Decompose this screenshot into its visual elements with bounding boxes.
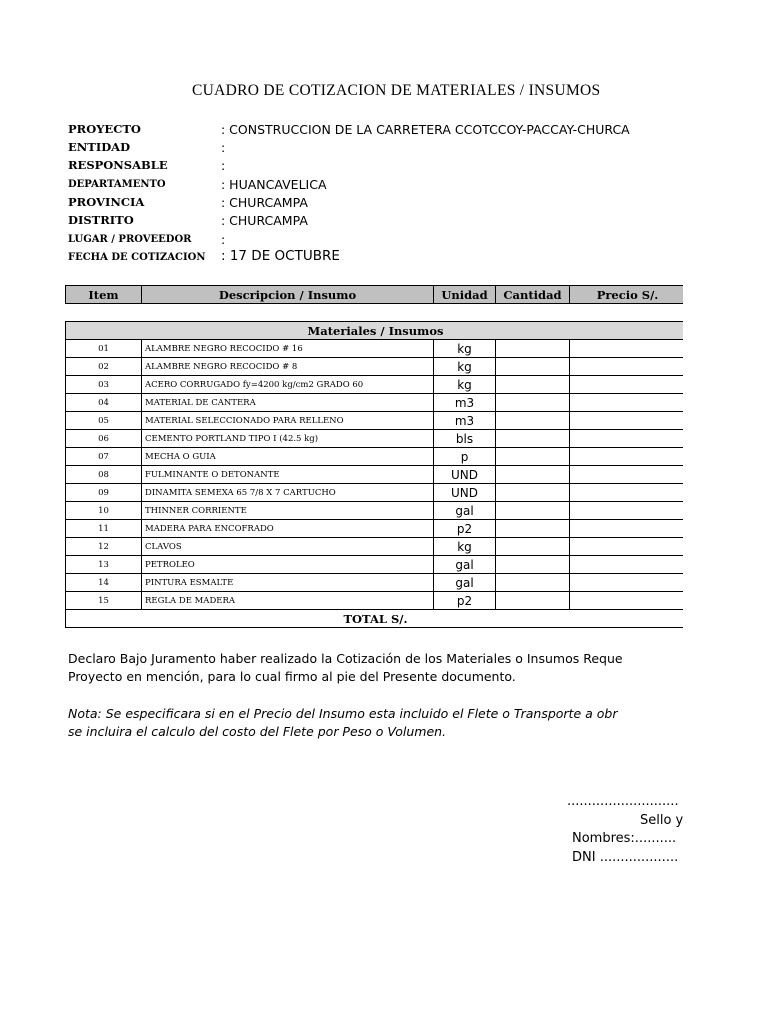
item-price-cell[interactable] xyxy=(570,520,684,538)
table-row xyxy=(66,376,684,394)
item-price-cell[interactable] xyxy=(570,556,684,574)
item-number: 14 xyxy=(66,574,142,592)
item-price-cell[interactable] xyxy=(570,376,684,394)
meta-label: LUGAR / PROVEEDOR xyxy=(68,234,192,245)
item-description: PINTURA ESMALTE xyxy=(142,574,434,592)
meta-value: : xyxy=(221,158,226,173)
table-row xyxy=(66,538,684,556)
table-row xyxy=(66,502,684,520)
table-row xyxy=(66,394,684,412)
col-header-description: Descripcion / Insumo xyxy=(142,286,434,304)
materials-table xyxy=(65,321,683,628)
item-description: PETROLEO xyxy=(142,556,434,574)
item-unit: UND xyxy=(434,466,496,484)
item-number: 10 xyxy=(66,502,142,520)
meta-label: DEPARTAMENTO xyxy=(68,179,166,190)
signature-seal-label: Sello y xyxy=(640,813,683,828)
declaration-line-1: Declaro Bajo Juramento haber realizado la Cotización de los Materiales o Insumos Reque xyxy=(68,651,623,666)
item-number: 09 xyxy=(66,484,142,502)
meta-label: DISTRITO xyxy=(68,213,134,227)
item-quantity-cell[interactable] xyxy=(496,358,570,376)
meta-label: RESPONSABLE xyxy=(68,158,168,172)
item-price-cell[interactable] xyxy=(570,574,684,592)
item-quantity-cell[interactable] xyxy=(496,430,570,448)
item-quantity-cell[interactable] xyxy=(496,484,570,502)
item-number: 08 xyxy=(66,466,142,484)
item-description: ALAMBRE NEGRO RECOCIDO # 16 xyxy=(142,340,434,358)
section-title: Materiales / Insumos xyxy=(66,322,684,340)
item-quantity-cell[interactable] xyxy=(496,520,570,538)
signature-line: ........................... xyxy=(567,794,679,809)
item-number: 12 xyxy=(66,538,142,556)
total-row xyxy=(66,610,684,628)
item-unit: gal xyxy=(434,556,496,574)
item-number: 04 xyxy=(66,394,142,412)
item-price-cell[interactable] xyxy=(570,340,684,358)
meta-value: : CHURCAMPA xyxy=(221,213,308,228)
item-description: FULMINANTE O DETONANTE xyxy=(142,466,434,484)
item-description: ACERO CORRUGADO fy=4200 kg/cm2 GRADO 60 xyxy=(142,376,434,394)
item-price-cell[interactable] xyxy=(570,502,684,520)
item-number: 02 xyxy=(66,358,142,376)
meta-label: FECHA DE COTIZACION xyxy=(68,252,206,263)
item-quantity-cell[interactable] xyxy=(496,538,570,556)
table-row xyxy=(66,574,684,592)
item-unit: bls xyxy=(434,430,496,448)
col-header-item: Item xyxy=(66,286,142,304)
item-unit: m3 xyxy=(434,412,496,430)
total-label: TOTAL S/. xyxy=(66,610,684,628)
note-line-1: Nota: Se especificara si en el Precio del Insumo esta incluido el Flete o Transporte a obr xyxy=(68,706,618,721)
item-price-cell[interactable] xyxy=(570,448,684,466)
table-row xyxy=(66,358,684,376)
column-header-table xyxy=(65,285,683,304)
table-row xyxy=(66,340,684,358)
meta-label: PROVINCIA xyxy=(68,195,145,209)
item-price-cell[interactable] xyxy=(570,358,684,376)
meta-value: : 17 DE OCTUBRE xyxy=(221,248,340,264)
item-description: DINAMITA SEMEXA 65 7/8 X 7 CARTUCHO xyxy=(142,484,434,502)
item-description: MADERA PARA ENCOFRADO xyxy=(142,520,434,538)
item-number: 11 xyxy=(66,520,142,538)
item-number: 13 xyxy=(66,556,142,574)
item-unit: p2 xyxy=(434,520,496,538)
item-unit: m3 xyxy=(434,394,496,412)
item-unit: UND xyxy=(434,484,496,502)
item-description: MATERIAL SELECCIONADO PARA RELLENO xyxy=(142,412,434,430)
table-row xyxy=(66,466,684,484)
item-number: 03 xyxy=(66,376,142,394)
item-unit: kg xyxy=(434,376,496,394)
table-row xyxy=(66,592,684,610)
meta-value: : HUANCAVELICA xyxy=(221,177,327,192)
item-unit: kg xyxy=(434,538,496,556)
declaration-line-2: Proyecto en mención, para lo cual firmo al pie del Presente documento. xyxy=(68,669,516,684)
item-description: MATERIAL DE CANTERA xyxy=(142,394,434,412)
table-row xyxy=(66,430,684,448)
item-price-cell[interactable] xyxy=(570,484,684,502)
item-number: 06 xyxy=(66,430,142,448)
table-row xyxy=(66,448,684,466)
item-unit: p xyxy=(434,448,496,466)
item-description: REGLA DE MADERA xyxy=(142,592,434,610)
meta-value: : xyxy=(221,140,226,155)
item-quantity-cell[interactable] xyxy=(496,592,570,610)
item-description: CEMENTO PORTLAND TIPO I (42.5 kg) xyxy=(142,430,434,448)
item-description: CLAVOS xyxy=(142,538,434,556)
item-description: ALAMBRE NEGRO RECOCIDO # 8 xyxy=(142,358,434,376)
item-number: 05 xyxy=(66,412,142,430)
signature-dni-field: DNI ................... xyxy=(572,850,679,865)
col-header-quantity: Cantidad xyxy=(496,286,570,304)
item-description: MECHA O GUIA xyxy=(142,448,434,466)
item-price-cell[interactable] xyxy=(570,412,684,430)
meta-value: : CHURCAMPA xyxy=(221,195,308,210)
item-quantity-cell[interactable] xyxy=(496,502,570,520)
meta-label: ENTIDAD xyxy=(68,140,131,154)
note-line-2: se incluira el calculo del costo del Flete por Peso o Volumen. xyxy=(68,724,447,739)
item-number: 07 xyxy=(66,448,142,466)
item-price-cell[interactable] xyxy=(570,592,684,610)
item-quantity-cell[interactable] xyxy=(496,448,570,466)
item-price-cell[interactable] xyxy=(570,466,684,484)
item-unit: kg xyxy=(434,340,496,358)
item-unit: gal xyxy=(434,502,496,520)
table-row xyxy=(66,556,684,574)
item-price-cell[interactable] xyxy=(570,538,684,556)
meta-value: : xyxy=(221,232,226,247)
col-header-unit: Unidad xyxy=(434,286,496,304)
item-quantity-cell[interactable] xyxy=(496,556,570,574)
item-quantity-cell[interactable] xyxy=(496,466,570,484)
col-header-price: Precio S/. xyxy=(570,286,684,304)
item-quantity-cell[interactable] xyxy=(496,376,570,394)
meta-value: : CONSTRUCCION DE LA CARRETERA CCOTCCOY-PACCAY-CHURCA xyxy=(221,122,630,137)
item-unit: gal xyxy=(434,574,496,592)
item-price-cell[interactable] xyxy=(570,394,684,412)
item-unit: kg xyxy=(434,358,496,376)
item-quantity-cell[interactable] xyxy=(496,574,570,592)
item-description: THINNER CORRIENTE xyxy=(142,502,434,520)
item-quantity-cell[interactable] xyxy=(496,412,570,430)
document-title: CUADRO DE COTIZACION DE MATERIALES / INSUMOS xyxy=(192,82,601,99)
table-row xyxy=(66,520,684,538)
table-row xyxy=(66,484,684,502)
table-row xyxy=(66,412,684,430)
item-quantity-cell[interactable] xyxy=(496,394,570,412)
item-number: 01 xyxy=(66,340,142,358)
item-number: 15 xyxy=(66,592,142,610)
item-quantity-cell[interactable] xyxy=(496,340,570,358)
item-unit: p2 xyxy=(434,592,496,610)
item-price-cell[interactable] xyxy=(570,430,684,448)
meta-label: PROYECTO xyxy=(68,122,141,136)
signature-names-field: Nombres:.......... xyxy=(572,831,677,846)
